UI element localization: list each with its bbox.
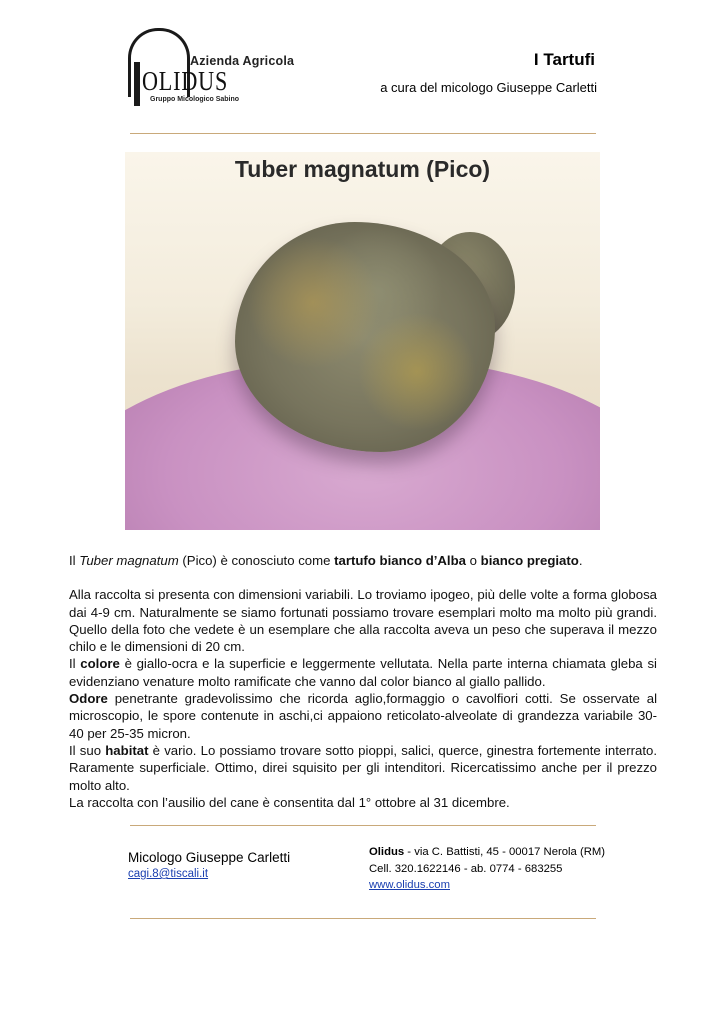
header-divider — [130, 133, 596, 134]
cane-paragraph: La raccolta con l’ausilio del cane è consentita dal 1° ottobre al 31 dicembre. — [69, 794, 510, 810]
footer-company-block — [369, 844, 605, 894]
intro-paragraph — [69, 552, 657, 569]
paragraph-gap — [69, 569, 657, 586]
common-name-2: bianco pregiato — [480, 553, 579, 568]
footer-author-block — [128, 850, 290, 880]
company-name: Olidus — [369, 846, 405, 858]
habitat-pre: Il suo — [69, 742, 106, 758]
intro-text-3: o — [465, 553, 481, 568]
odore-text: penetrante gradevolissimo che ricorda aglio,formaggio o cavolfiori cotti. Se osservate al microscopio, le spore contenute in aschi,ci appaiono reticolato-alveolate di grandezza variabile 30-40 per 25-35 micron. — [69, 691, 657, 741]
intro-text-2: (Pico) è conosciuto come — [178, 553, 335, 568]
common-name-1: tartufo bianco d’Alba — [334, 553, 466, 568]
habitat-text: è vario. Lo possiamo trovare sotto pioppi, salici, querce, ginestra fortemente interrato. Raramente superficiale. Ottimo, direi squisito per gli intenditori. Ricercatissimo anche per il prezzo molto alto. — [69, 742, 657, 793]
habitat-paragraph — [69, 742, 657, 794]
truffle-photo — [125, 152, 600, 530]
intro-text-4: . — [578, 553, 583, 568]
page-title: I Tartufi — [533, 50, 595, 69]
footer-divider-top — [130, 825, 596, 826]
colore-pre: Il — [69, 656, 81, 672]
footer-divider-bottom — [130, 918, 596, 919]
article-body — [69, 552, 657, 811]
logo-subtitle: Gruppo Micologico Sabino — [150, 96, 240, 103]
truffle-icon — [235, 222, 495, 452]
mushroom-stem-icon — [134, 62, 140, 106]
page-subtitle: a cura del micologo Giuseppe Carletti — [380, 80, 597, 95]
intro-text-1: Il — [69, 553, 80, 568]
habitat-label: habitat — [105, 742, 149, 758]
colore-label: colore — [80, 656, 120, 672]
company-phones: Cell. 320.1622146 - ab. 0774 - 683255 — [369, 862, 563, 875]
odore-label: Odore — [69, 691, 108, 707]
website-link[interactable]: www.olidus.com — [369, 879, 450, 891]
photo-caption: Tuber magnatum (Pico) — [234, 156, 491, 182]
logo-name: OLIDUS — [142, 66, 229, 96]
author-email-link[interactable]: cagi.8@tiscali.it — [128, 868, 209, 880]
olidus-logo — [120, 28, 310, 108]
company-address: - via C. Battisti, 45 - 00017 Nerola (RM) — [404, 846, 606, 858]
colore-paragraph — [69, 655, 657, 690]
company-address-line — [369, 844, 605, 861]
species-name: Tuber magnatum — [79, 553, 179, 568]
logo-company-type: Azienda Agricola — [190, 54, 295, 68]
colore-text: è giallo-ocra e la superficie e leggermente vellutata. Nella parte interna chiamata gleba si evidenziano venature molto ramificate che vanno dal color bianco al giallo pallido. — [69, 656, 657, 689]
author-name: Micologo Giuseppe Carletti — [128, 850, 291, 865]
odore-paragraph — [69, 690, 657, 742]
raccolta-paragraph: Alla raccolta si presenta con dimensioni variabili. Lo troviamo ipogeo, più delle volte a forma globosa dai 4-9 cm. Naturalmente se siamo fortunati possiamo trovare esemplari molto ma molto più grandi. Quello della foto che vedete è un esemplare che alla raccolta aveva un peso che superava il mezzo chilo e le dimensioni di 20 cm. — [69, 587, 657, 655]
